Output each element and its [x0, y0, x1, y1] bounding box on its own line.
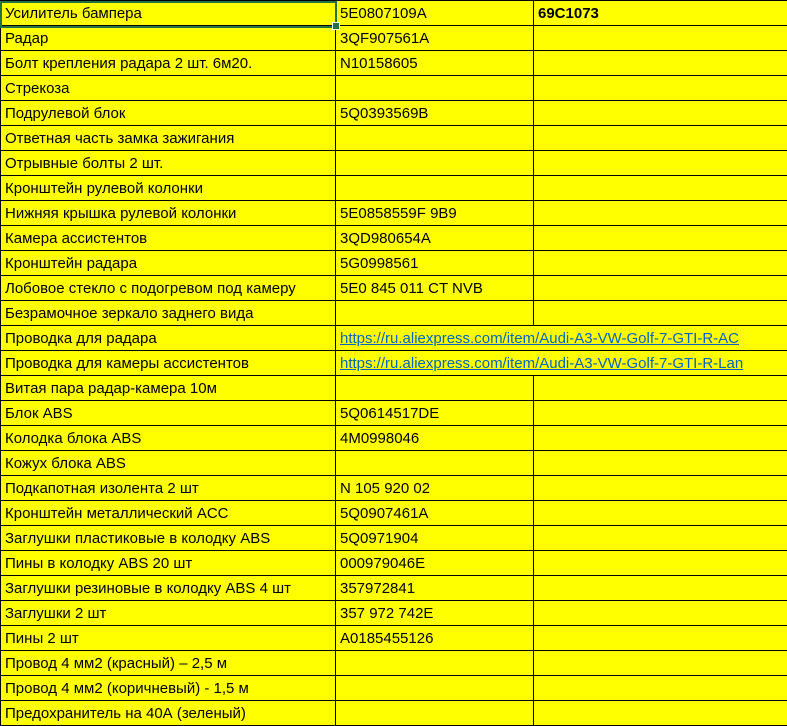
cell-part-number[interactable]: [336, 601, 534, 626]
cell-note[interactable]: [534, 526, 787, 551]
table-row: [0, 251, 787, 276]
part-number-text: 5Q0393569B: [340, 104, 429, 122]
part-number-text: 4M0998046: [340, 429, 420, 447]
cell-part-number[interactable]: [336, 376, 534, 401]
table-row: [0, 26, 787, 51]
cell-part-number[interactable]: [336, 176, 534, 201]
cell-part-name[interactable]: [0, 651, 336, 676]
cell-note[interactable]: [534, 676, 787, 701]
part-number-text: 5E0858559F 9B9: [340, 204, 457, 222]
cell-part-name[interactable]: [0, 326, 336, 351]
cell-note[interactable]: [534, 626, 787, 651]
cell-part-number[interactable]: [336, 576, 534, 601]
table-row: [0, 551, 787, 576]
cell-part-number[interactable]: [336, 626, 534, 651]
cell-part-name[interactable]: [0, 76, 336, 101]
cell-note[interactable]: [534, 576, 787, 601]
cell-part-number[interactable]: [336, 226, 534, 251]
part-name-text: Заглушки пластиковые в колодку ABS: [5, 529, 271, 547]
part-name-text: Заглушки 2 шт: [5, 604, 107, 622]
cell-part-name[interactable]: [0, 176, 336, 201]
part-number-text: 3QD980654A: [340, 229, 431, 247]
part-name-text: Провод 4 мм2 (красный) – 2,5 м: [5, 654, 228, 672]
part-name-text: Предохранитель на 40А (зеленый): [5, 704, 246, 722]
part-name-text: Кронштейн металлический ACC: [5, 504, 229, 522]
part-name-text: Витая пара радар-камера 10м: [5, 379, 217, 397]
cell-part-name[interactable]: [0, 526, 336, 551]
part-number-text: 5G0998561: [340, 254, 419, 272]
cell-part-name[interactable]: [0, 151, 336, 176]
part-name-text: Проводка для радара: [5, 329, 157, 347]
part-name-text: Заглушки резиновые в колодку ABS 4 шт: [5, 579, 291, 597]
cell-part-name[interactable]: [0, 1, 336, 26]
table-row: [0, 276, 787, 301]
cell-note[interactable]: [534, 401, 787, 426]
cell-part-number[interactable]: [336, 351, 787, 376]
part-number-text: A0185455126: [340, 629, 434, 647]
cell-part-number[interactable]: [336, 276, 534, 301]
cell-part-number[interactable]: [336, 326, 787, 351]
table-row: [0, 51, 787, 76]
cell-note[interactable]: [534, 101, 787, 126]
part-name-text: Подкапотная изолента 2 шт: [5, 479, 199, 497]
cell-note[interactable]: [534, 51, 787, 76]
cell-note[interactable]: [534, 226, 787, 251]
cell-part-name[interactable]: [0, 301, 336, 326]
cell-part-number[interactable]: [336, 676, 534, 701]
cell-note[interactable]: [534, 26, 787, 51]
cell-part-name[interactable]: [0, 501, 336, 526]
table-row: [0, 326, 787, 351]
table-row: [0, 626, 787, 651]
cell-note[interactable]: [534, 376, 787, 401]
table-row: [0, 201, 787, 226]
cell-part-number[interactable]: [336, 126, 534, 151]
table-row: [0, 226, 787, 251]
cell-part-name[interactable]: [0, 451, 336, 476]
cell-note[interactable]: [534, 426, 787, 451]
cell-part-number[interactable]: [336, 151, 534, 176]
cell-part-name[interactable]: [0, 551, 336, 576]
table-row: [0, 651, 787, 676]
cell-part-name[interactable]: [0, 26, 336, 51]
part-name-text: Колодка блока ABS: [5, 429, 142, 447]
table-row: [0, 76, 787, 101]
part-name-text: Кожух блока ABS: [5, 454, 126, 472]
cell-part-number[interactable]: [336, 551, 534, 576]
note-text: 69C1073: [538, 4, 599, 22]
table-row: [0, 301, 787, 326]
table-row: [0, 476, 787, 501]
cell-note[interactable]: [534, 126, 787, 151]
cell-part-number[interactable]: [336, 651, 534, 676]
cell-part-name[interactable]: [0, 376, 336, 401]
cell-part-number[interactable]: [336, 426, 534, 451]
part-name-text: Кронштейн радара: [5, 254, 138, 272]
part-number-text: N10158605: [340, 54, 418, 72]
cell-part-number[interactable]: [336, 76, 534, 101]
cell-part-name[interactable]: [0, 51, 336, 76]
table-row: [0, 176, 787, 201]
cell-part-number[interactable]: [336, 451, 534, 476]
fill-handle[interactable]: [332, 22, 340, 30]
part-name-text: Ответная часть замка зажигания: [5, 129, 235, 147]
part-name-text: Пины в колодку ABS 20 шт: [5, 554, 193, 572]
cell-part-name[interactable]: [0, 576, 336, 601]
cell-note[interactable]: [534, 251, 787, 276]
cell-part-number[interactable]: [336, 401, 534, 426]
part-name-text: Кронштейн рулевой колонки: [5, 179, 203, 197]
cell-note[interactable]: [534, 176, 787, 201]
part-number-text: 357972841: [340, 579, 416, 597]
table-row: [0, 601, 787, 626]
cell-part-number[interactable]: [336, 476, 534, 501]
part-number-text: 5E0 845 011 CT NVB: [340, 279, 483, 297]
cell-note[interactable]: [534, 501, 787, 526]
aliexpress-link[interactable]: https://ru.aliexpress.com/item/Audi-A3-VW-Golf-7-GTI-R-Lan: [340, 354, 744, 372]
part-name-text: Провод 4 мм2 (коричневый) - 1,5 м: [5, 679, 249, 697]
cell-part-number[interactable]: [336, 26, 534, 51]
aliexpress-link[interactable]: https://ru.aliexpress.com/item/Audi-A3-VW-Golf-7-GTI-R-AC: [340, 329, 739, 347]
part-number-text: 5Q0907461A: [340, 504, 429, 522]
table-row: [0, 401, 787, 426]
part-number-text: 5Q0614517DE: [340, 404, 440, 422]
table-row: [0, 351, 787, 376]
cell-part-number[interactable]: [336, 301, 534, 326]
cell-part-name[interactable]: [0, 201, 336, 226]
cell-part-name[interactable]: [0, 101, 336, 126]
cell-part-name[interactable]: [0, 626, 336, 651]
part-number-text: 5Q0971904: [340, 529, 419, 547]
table-row: [0, 501, 787, 526]
part-name-text: Усилитель бампера: [5, 4, 142, 22]
cell-part-name[interactable]: [0, 226, 336, 251]
cell-part-name[interactable]: [0, 676, 336, 701]
cell-note[interactable]: [534, 476, 787, 501]
table-row: [0, 526, 787, 551]
cell-part-number[interactable]: [336, 701, 534, 726]
cell-part-name[interactable]: [0, 126, 336, 151]
cell-part-name[interactable]: [0, 476, 336, 501]
cell-part-number[interactable]: [336, 1, 534, 26]
cell-part-number[interactable]: [336, 51, 534, 76]
cell-part-name[interactable]: [0, 276, 336, 301]
table-row: [0, 426, 787, 451]
cell-note[interactable]: [534, 301, 787, 326]
cell-part-name[interactable]: [0, 426, 336, 451]
cell-note[interactable]: [534, 651, 787, 676]
part-name-text: Радар: [5, 29, 49, 47]
table-row: [0, 151, 787, 176]
cell-part-name[interactable]: [0, 601, 336, 626]
part-name-text: Отрывные болты 2 шт.: [5, 154, 164, 172]
cell-note[interactable]: [534, 201, 787, 226]
part-name-text: Подрулевой блок: [5, 104, 126, 122]
part-number-text: 5E0807109A: [340, 4, 427, 22]
cell-part-number[interactable]: [336, 201, 534, 226]
cell-note[interactable]: [534, 76, 787, 101]
cell-part-number[interactable]: [336, 101, 534, 126]
part-name-text: Болт крепления радара 2 шт. 6м20.: [5, 54, 253, 72]
part-name-text: Лобовое стекло с подогревом под камеру: [5, 279, 296, 297]
cell-note[interactable]: [534, 151, 787, 176]
part-number-text: 357 972 742E: [340, 604, 434, 622]
part-name-text: Проводка для камеры ассистентов: [5, 354, 249, 372]
cell-note[interactable]: [534, 601, 787, 626]
cell-part-number[interactable]: [336, 501, 534, 526]
part-number-text: N 105 920 02: [340, 479, 431, 497]
table-row: [0, 451, 787, 476]
cell-part-number[interactable]: [336, 251, 534, 276]
table-row: [0, 101, 787, 126]
cell-note[interactable]: [534, 701, 787, 726]
cell-part-name[interactable]: [0, 701, 336, 726]
part-number-text: 3QF907561A: [340, 29, 430, 47]
table-row: [0, 701, 787, 726]
part-number-text: 000979046E: [340, 554, 426, 572]
cell-part-name[interactable]: [0, 401, 336, 426]
table-row: [0, 376, 787, 401]
table-row: [0, 676, 787, 701]
part-name-text: Стрекоза: [5, 79, 70, 97]
part-name-text: Нижняя крышка рулевой колонки: [5, 204, 237, 222]
table-row: [0, 126, 787, 151]
cell-note[interactable]: [534, 276, 787, 301]
cell-part-number[interactable]: [336, 526, 534, 551]
cell-note[interactable]: [534, 451, 787, 476]
cell-part-name[interactable]: [0, 251, 336, 276]
part-name-text: Безрамочное зеркало заднего вида: [5, 304, 254, 322]
cell-note[interactable]: [534, 1, 787, 26]
part-name-text: Блок ABS: [5, 404, 73, 422]
cell-part-name[interactable]: [0, 351, 336, 376]
table-row: [0, 1, 787, 26]
part-name-text: Пины 2 шт: [5, 629, 79, 647]
part-name-text: Камера ассистентов: [5, 229, 148, 247]
table-row: [0, 576, 787, 601]
cell-note[interactable]: [534, 551, 787, 576]
